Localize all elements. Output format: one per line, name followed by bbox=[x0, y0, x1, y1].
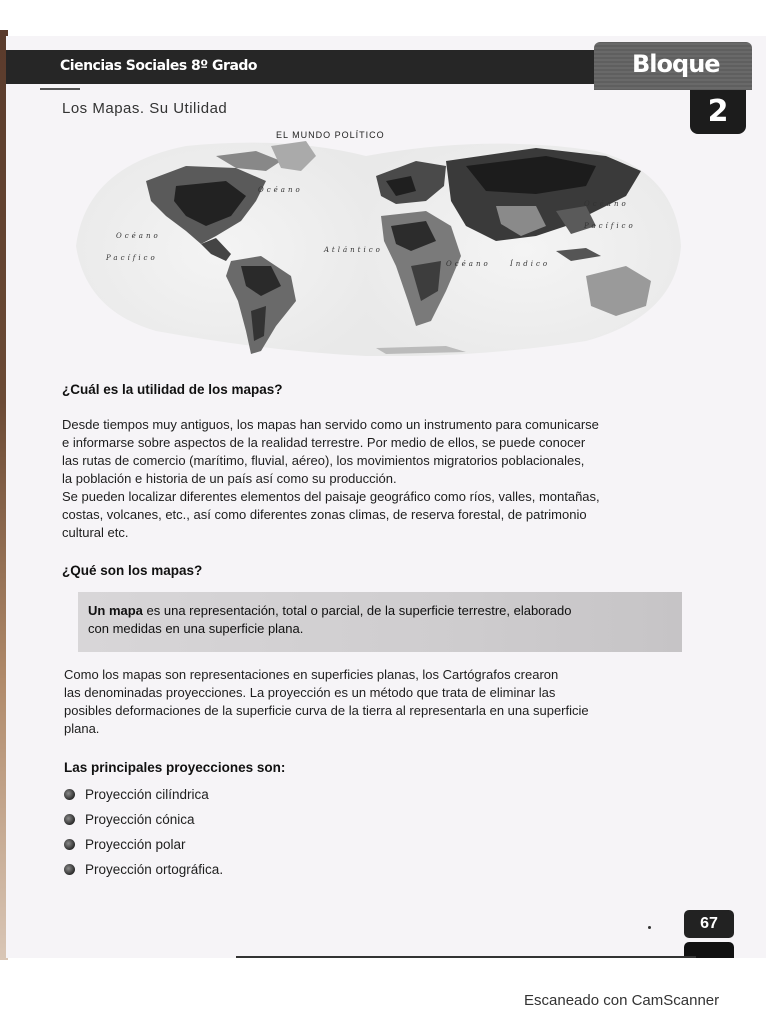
projections-heading: Las principales proyecciones son: bbox=[64, 760, 286, 775]
map-label-ocean-2: Océano bbox=[116, 232, 161, 240]
map-title: EL MUNDO POLÍTICO bbox=[276, 130, 385, 140]
projection-line: Como los mapas son representaciones en superficies planas, los Cartógrafos crearon bbox=[64, 667, 559, 682]
map-label-atlantic: Atlántico bbox=[324, 246, 383, 254]
map-label-pacific-1: Pacífico bbox=[106, 254, 158, 262]
definition-term: Un mapa bbox=[88, 603, 143, 618]
bullet-icon bbox=[64, 789, 75, 800]
map-label-pacific-2: Pacífico bbox=[584, 222, 636, 230]
projection-line: plana. bbox=[64, 721, 100, 736]
list-item: Proyección polar bbox=[64, 832, 223, 857]
projection-paragraph bbox=[64, 666, 744, 738]
definition-line-2: con medidas en una superficie plana. bbox=[88, 621, 304, 636]
list-item: Proyección ortográfica. bbox=[64, 857, 223, 882]
bloque-label: Bloque bbox=[632, 50, 720, 78]
utility-line: Desde tiempos muy antiguos, los mapas han servido como un instrumento para comunicarse bbox=[62, 417, 599, 432]
map-label-indico: Índico bbox=[510, 260, 551, 268]
book-title: Ciencias Sociales 8º Grado bbox=[60, 58, 258, 74]
list-item: Proyección cónica bbox=[64, 807, 223, 832]
document-page bbox=[6, 36, 766, 958]
definition-rest: es una representación, total o parcial, de la superficie terrestre, elaborado bbox=[142, 603, 572, 618]
utility-line: la población e historia de un país así como su producción. bbox=[62, 471, 397, 486]
bullet-icon bbox=[64, 864, 75, 875]
question-heading-utility: ¿Cuál es la utilidad de los mapas? bbox=[62, 382, 283, 397]
camscanner-watermark: Escaneado con CamScanner bbox=[524, 992, 720, 1009]
bloque-number: 2 bbox=[690, 90, 746, 134]
stray-dot bbox=[648, 926, 651, 929]
list-item: Proyección cilíndrica bbox=[64, 782, 223, 807]
map-label-ocean-1: Océano bbox=[258, 186, 303, 194]
utility-line: Se pueden localizar diferentes elementos del paisaje geográfico como ríos, valles, montañas, bbox=[62, 489, 600, 504]
world-political-map bbox=[66, 126, 686, 356]
utility-line: las rutas de comercio (marítimo, fluvial, aéreo), los movimientos migratorios poblacionales, bbox=[62, 453, 585, 468]
definition-text bbox=[88, 602, 678, 638]
map-label-ocean-3: Océano bbox=[446, 260, 491, 268]
utility-paragraph bbox=[62, 416, 742, 542]
bullet-icon bbox=[64, 814, 75, 825]
section-title: Los Mapas. Su Utilidad bbox=[62, 100, 228, 117]
page-bottom-rule bbox=[236, 956, 696, 958]
utility-line: cultural etc. bbox=[62, 525, 129, 540]
projections-list bbox=[64, 782, 223, 882]
utility-line: costas, volcanes, etc., así como diferentes zonas climas, de reserva forestal, de patrimonio bbox=[62, 507, 587, 522]
map-label-ocean-4: Océano bbox=[584, 200, 629, 208]
utility-line: e informarse sobre aspectos de la realidad terrestre. Por medio de ellos, se puede conocer bbox=[62, 435, 586, 450]
projection-line: las denominadas proyecciones. La proyección es un método que trata de eliminar las bbox=[64, 685, 556, 700]
question-heading-what: ¿Qué son los mapas? bbox=[62, 563, 203, 578]
title-rule bbox=[40, 88, 80, 90]
bullet-icon bbox=[64, 839, 75, 850]
projection-line: posibles deformaciones de la superficie curva de la tierra al representarla en una superficie bbox=[64, 703, 589, 718]
page-number: 67 bbox=[684, 910, 734, 938]
